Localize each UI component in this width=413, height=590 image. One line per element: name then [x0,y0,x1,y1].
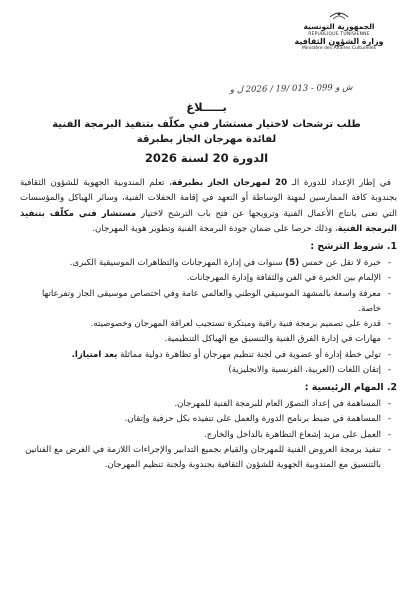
section-2-title: 2. المهام الرئيسية : [304,382,397,394]
list-item: - المساهمة في ضبط برنامج الدورة والعمل على تنفيذه بكل حرفية وإتقان. [20,412,391,427]
letterhead-country-ar: الجمهورية التونسية [303,22,375,31]
item-text: الإلمام بين الخبرة في الفن والثقافة وإدارة المهرجانات. [186,273,381,284]
item-text: قدرة على تصميم برمجة فنية راقية ومبتكرة تستجيب لعراقة المهرجان وخصوصيته. [90,319,381,330]
letterhead-country-fr: RÉPUBLIQUE TUNISIENNE [308,31,370,37]
tunisia-emblem-icon [328,8,350,22]
item-text: معرفة واسعة بالمشهد الموسيقي الوطني والعالمي عامة وفي اختصاص موسيقى الجاز وتفرعاتها خاصة. [41,288,381,314]
intro-paragraph [20,176,397,237]
intro-text-2: ، تعلم المندوبية الجهوية للشؤون الثقافية بجندوبة كافة الممارسين لمهنة الوساطة أو التعهد في إقامة الحفلات الفنية، وسائر الهياكل والمؤسسات التي تعنى بانتاج الأعمال الفنية وترويجها عن فتح باب الترشح لاختيار [20,178,397,219]
list-item [20,332,391,347]
session-title: الدورة 20 لسنة 2026 [144,151,269,165]
intro-text-3: ، وذلك حرصا على ضمان جودة البرمجة الفنية وتطوير هوية المهرجان. [92,223,338,234]
title-block [20,100,393,165]
letterhead [279,8,399,51]
list-item [20,348,391,363]
item-text: مهارات في إدارة الفرق الفنية والتنسيق مع الهياكل التنظيمية. [164,334,381,345]
item-bold: يعد امتيازا. [71,349,118,360]
requirements-list [20,256,397,378]
item-text: سنوات في إدارة المهرجانات والتظاهرات الموسيقية الكبرى. [69,257,286,268]
section-1-title: 1. شروط الترشح : [310,241,397,253]
intro-text-1: في إطار الإعداد للدورة الـ [287,178,391,188]
intro-bold-1: 20 لمهرجان الجاز بطبرقة [171,178,288,188]
announcement-heading: بـــــلاغ [186,100,227,114]
list-item [20,317,391,332]
tasks-list [20,397,397,473]
list-item [20,287,391,318]
list-item: - المساهمة في إعداد التصوّر العام للبرمجة الفنية للمهرجان. [20,397,391,412]
item-bold: (5) [285,257,300,268]
intro-bold-2: مستشار فني مكلّف بتنفيذ البرمجة الفنية [20,208,397,234]
list-item: - تنفيذ برمجة العروض الفنية للمهرجان والقيام بجميع التدابير والإجراءات اللازمة في الغرض مع الفنانين بالتنسيق مع المندوبية الجهوية للشؤون الثقافية بجندوبة ولجنة تنظيم المهرجان. [20,443,391,474]
item-text: تولي خطة إدارة أو عضوية في لجنة تنظيم مهرجان أو تظاهرة دولية مماثلة [117,349,381,360]
list-item: - العمل على مزيد إشعاع التظاهرة بالداخل والخارج. [20,428,391,443]
item-text: خبرة لا تقل عن خمس [299,257,381,268]
item-text: إتقان اللغات (العربية، الفرنسية والانجليزية) [228,365,381,375]
title-line-1: طلب ترشحات لاختيار مستشار فني مكلّف بتنفيذ البرمجة الفنية [52,119,361,130]
document-body [20,176,397,474]
list-item [20,363,391,378]
list-item [20,271,391,286]
title-line-2: لفائدة مهرجان الجاز بطبرقة [136,133,277,145]
letterhead-ministry-ar: وزارة الشؤون الثقافية [294,36,384,46]
list-item [20,256,391,271]
letterhead-ministry-fr: Ministère des Affaires Culturelles [302,45,376,51]
reference-number: ش و 099 - 013 /19 / 2026 ل و [229,82,353,96]
